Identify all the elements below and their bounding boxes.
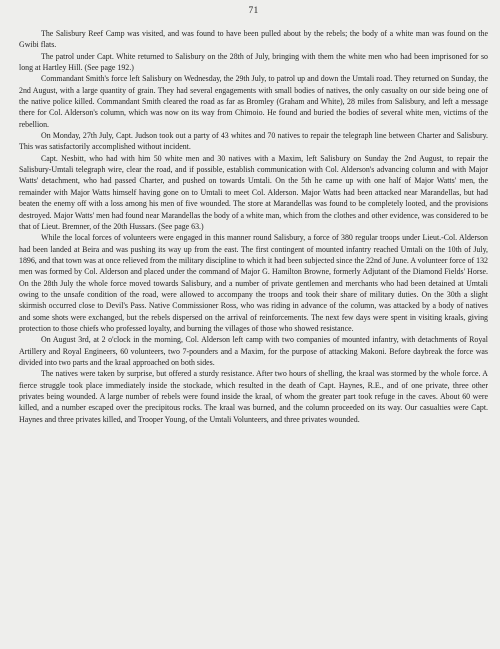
paragraph-nesbitt: Capt. Nesbitt, who had with him 50 white men and 30 natives with a Maxim, left Salisbury on Sunday the 2nd August, to repair the Salisbury-Umtali telegraph wire, clear the road, and if possible, establish communication with Col. Alderson's advancing column and with Major Watts' detachment, who had passed Charter, and pushed on towards Umtali. On the 5th he came up with one half of Major Watts' men, the remainder with Major Watts himself having gone on to Umtali to meet Col. Alderson. Major Watts had been attacked near Marandellas, but had beaten the enemy off with a loss among his men of five wounded. The store at Marandellas was found to be completely looted, and the provisions destroyed. Major Watts' men had found near Marandellas the body of a white man, which from the clothes and other evidence, was considered to be that of Lieut. Bremner, of the 20th Hussars. (See page 63.)	[19, 153, 488, 231]
paragraph-alderson-column: While the local forces of volunteers were engaged in this manner round Salisbury, a force of 380 regular troops under Lieut.-Col. Alderson had been landed at Beira and was pushing its way up from the east. The first contingent of mounted infantry reached Umtali on the 10th of July, 1896, and that town was at once relieved from the military discipline to which it had been subjected since the 22nd of June. A volunteer force of 132 men was formed by Col. Alderson and placed under the command of Major G. Hamilton Browne, formerly Adjutant of the Diamond Fields' Horse. On the 28th July the whole force moved towards Salisbury, and a number of private gentlemen and merchants who had been detained at Umtali owing to the unsafe condition of the road, were allowed to accompany the troops and took their share of military duties. On the 30th a slight skirmish occurred close to Devil's Pass. Native Commissioner Ross, who was riding in advance of the column, was attacked by a body of natives and some shots were exchanged, but the rebels dispersed on the arrival of reinforcements. The next few days were spent in visiting kraals, giving protection to those chiefs who professed loyalty, and burning the villages of those who showed resistance.	[19, 233, 488, 333]
paragraph-smith-force: Commandant Smith's force left Salisbury on Wednesday, the 29th July, to patrol up and down the Umtali road. They returned on Sunday, the 2nd August, with a large quantity of grain. They had several engagements with small bodies of natives, the only casualty on our side being one of the native police killed. Commandant Smith cleared the road as far as Bromley (Graham and White), 28 miles from Salisbury, and left a message there for Col. Alderson's column, which was now on its way from Chimoio. He found and buried the bodies of several white men, victims of the rebellion.	[19, 74, 488, 129]
page-number: 71	[248, 6, 259, 16]
paragraph-reef-camp: The Salisbury Reef Camp was visited, and was found to have been pulled about by the rebels; the body of a white man was found on the Gwibi flats.	[19, 29, 488, 50]
paragraph-judson-telegraph: On Monday, 27th July, Capt. Judson took out a party of 43 whites and 70 natives to repair the telegraph line between Charter and Salisbury. This was satisfactorily accomplished without incident.	[19, 131, 488, 152]
paragraph-makoni-attack: On August 3rd, at 2 o'clock in the morning, Col. Alderson left camp with two companies of mounted infantry, with detachments of Royal Artillery and Royal Engineers, 60 volunteers, two 7-pounders and a Maxim, for the purpose of attacking Makoni. Before daybreak the force was divided into two parts and the kraal approached on both sides.	[19, 335, 488, 367]
paragraph-kraal-stormed: The natives were taken by surprise, but offered a sturdy resistance. After two hours of shelling, the kraal was stormed by the whole force. A fierce struggle took place immediately inside the stockade, which resulted in the death of Capt. Haynes, R.E., and of one private, three other privates being wounded. A large number of rebels were found inside the kraal, of whom the greater part took refuge in the caves. About 60 were killed, and a number escaped over the precipitous rocks. The kraal was burned, and the column proceeded on its way. Our casualties were Capt. Haynes and three privates killed, and Trooper Young, of the Umtali Volunteers, and three privates wounded.	[19, 369, 488, 424]
paragraph-white-patrol: The patrol under Capt. White returned to Salisbury on the 28th of July, bringing with them the white men who had been imprisoned for so long at Hartley Hill. (See page 192.)	[19, 51, 488, 73]
